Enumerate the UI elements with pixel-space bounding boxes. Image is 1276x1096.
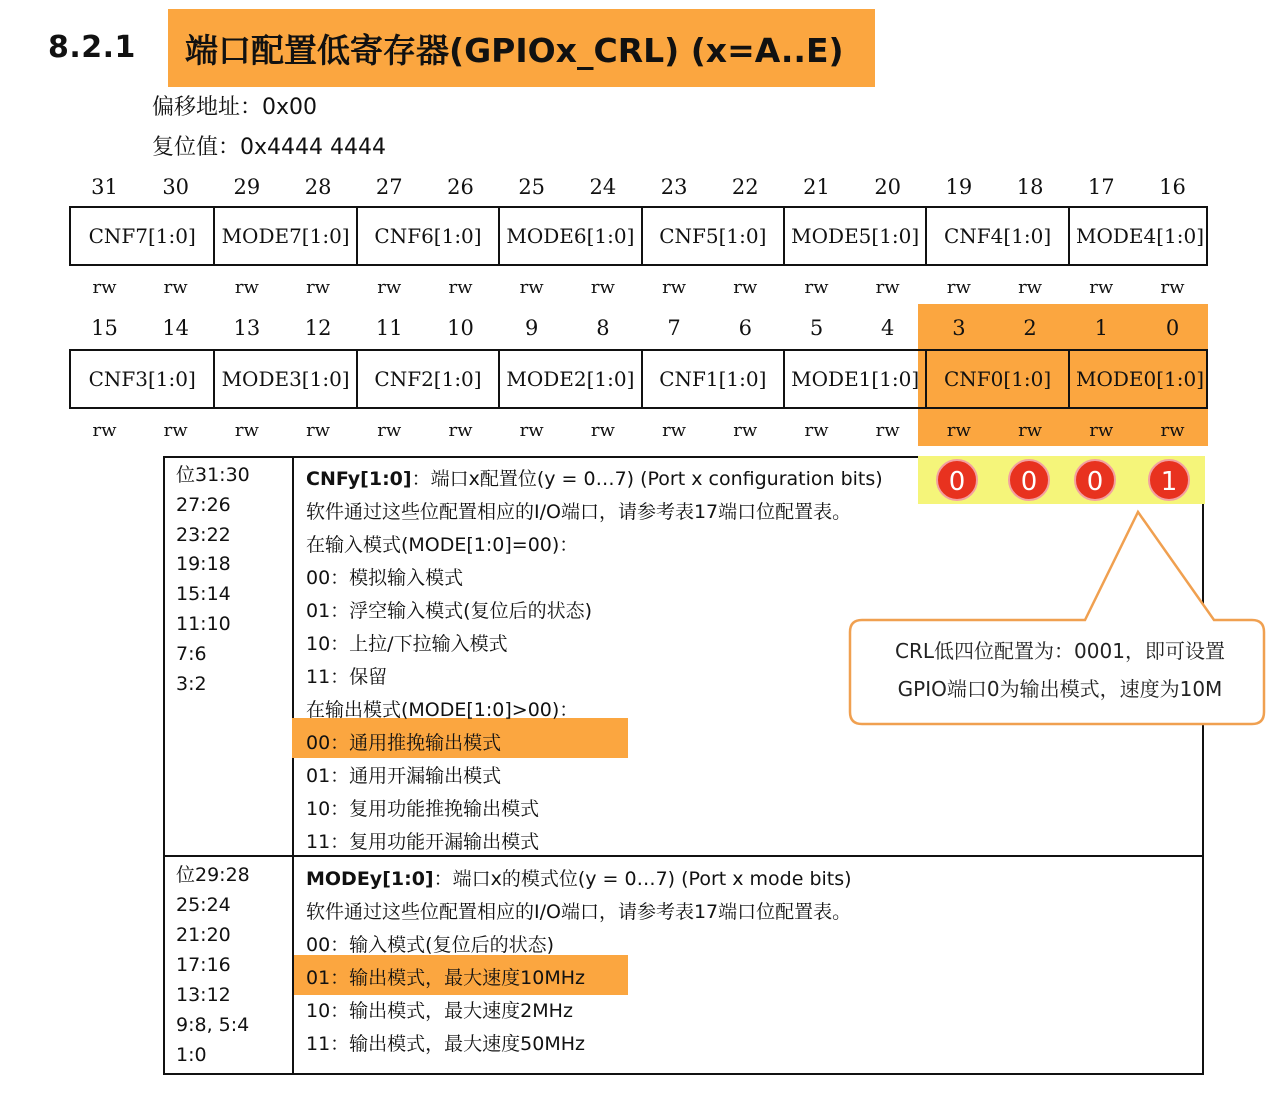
access-type: rw [306, 420, 331, 441]
access-type: rw [662, 420, 687, 441]
access-type: rw [804, 420, 829, 441]
section-number: 8.2.1 [48, 30, 136, 65]
bit-number: 17 [1087, 175, 1115, 199]
low-field: MODE3[1:0] [213, 351, 355, 407]
access-type: rw [733, 277, 758, 298]
bit-range: 21:20 [176, 924, 231, 946]
low-field: CNF0[1:0] [925, 351, 1067, 407]
bit-range: 9:8, 5:4 [176, 1014, 250, 1036]
bit-number: 20 [874, 175, 902, 199]
description-line: 00：模拟输入模式 [306, 567, 464, 589]
access-type: rw [1089, 420, 1114, 441]
description-line: 在输出模式(MODE[1:0]>00)： [306, 699, 579, 721]
high-field: MODE6[1:0] [498, 208, 640, 264]
bit-number: 12 [304, 316, 332, 340]
description-line: 软件通过这些位配置相应的I/O端口，请参考表17端口位配置表。 [306, 501, 852, 523]
description-line: 11：保留 [306, 666, 388, 688]
bit-number: 21 [803, 175, 830, 199]
description-line: 软件通过这些位配置相应的I/O端口，请参考表17端口位配置表。 [306, 901, 852, 923]
bit-number: 31 [91, 175, 118, 199]
access-type: rw [234, 420, 259, 441]
bit-range: 25:24 [176, 894, 231, 916]
bit-range: 位29:28 [176, 864, 250, 886]
bit-range: 7:6 [176, 642, 207, 665]
offset-address: 偏移地址：0x00 [152, 95, 318, 120]
bit-number: 2 [1023, 316, 1037, 340]
access-type: rw [306, 277, 331, 298]
bit-number: 11 [375, 316, 403, 340]
access-type: rw [590, 277, 615, 298]
bit-number: 4 [881, 316, 895, 340]
low-field: MODE1[1:0] [783, 351, 925, 407]
bit-value-1: 0 [1074, 459, 1116, 501]
bit-number: 26 [447, 175, 474, 199]
bit-number: 14 [162, 316, 190, 340]
access-type: rw [92, 277, 117, 298]
access-type: rw [804, 277, 829, 298]
bit-value-2: 0 [1008, 459, 1050, 501]
access-type: rw [1160, 420, 1185, 441]
low-field: MODE2[1:0] [498, 351, 640, 407]
callout-text [860, 632, 1260, 708]
bit-number: 16 [1159, 175, 1186, 199]
description-line: 01：浮空输入模式(复位后的状态) [306, 600, 593, 622]
bit-number: 5 [809, 316, 824, 340]
low-field: CNF3[1:0] [88, 367, 196, 391]
bit-number: 6 [738, 316, 752, 340]
bit-number: 23 [660, 175, 688, 199]
access-type: rw [1160, 277, 1185, 298]
access-type: rw [875, 420, 900, 441]
bit-number: 29 [233, 175, 261, 199]
access-type: rw [448, 277, 473, 298]
description-line: 10：上拉/下拉输入模式 [306, 633, 508, 655]
bit-number: 3 [952, 316, 966, 340]
bit-number: 15 [91, 316, 118, 340]
access-type: rw [662, 277, 687, 298]
description-line: 00：通用推挽输出模式 [306, 732, 502, 754]
high-field: MODE4[1:0] [1068, 208, 1210, 264]
bit-range: 3:2 [176, 672, 207, 695]
bit-range: 19:18 [176, 553, 231, 576]
bit-range: 13:12 [176, 984, 231, 1006]
access-type: rw [377, 420, 402, 441]
bit-number: 0 [1165, 316, 1180, 340]
access-type: rw [163, 420, 188, 441]
cnf-heading: CNFy[1:0]：端口x配置位(y = 0…7) (Port x configuration bits) [306, 468, 883, 490]
access-type: rw [519, 277, 544, 298]
bit-number: 7 [667, 316, 681, 340]
bit-number: 27 [375, 175, 403, 199]
description-line: 11：输出模式，最大速度50MHz [306, 1033, 586, 1055]
high-field: MODE7[1:0] [213, 208, 355, 264]
access-type: rw [875, 277, 900, 298]
high-field: CNF6[1:0] [356, 208, 498, 264]
access-type: rw [377, 277, 402, 298]
low-field: CNF1[1:0] [641, 351, 783, 407]
bit-number: 10 [447, 316, 474, 340]
reset-value: 复位值：0x4444 4444 [152, 135, 386, 160]
bit-number: 22 [731, 175, 759, 199]
bit-value-0: 1 [1148, 459, 1190, 501]
access-type: rw [1089, 277, 1114, 298]
low-field: CNF2[1:0] [356, 351, 498, 407]
description-line: 在输入模式(MODE[1:0]=00)： [306, 534, 579, 556]
bit-number: 24 [589, 175, 617, 199]
access-type: rw [946, 277, 971, 298]
bit-number: 1 [1094, 316, 1108, 340]
description-line: 01：通用开漏输出模式 [306, 765, 502, 787]
register-title: 端口配置低寄存器(GPIOx_CRL) (x=A..E) [185, 31, 844, 70]
high-field: CNF4[1:0] [925, 208, 1067, 264]
high-field: CNF5[1:0] [641, 208, 783, 264]
bit-number: 28 [304, 175, 332, 199]
description-line: 11：复用功能开漏输出模式 [306, 831, 540, 853]
high-field: CNF7[1:0] [88, 224, 196, 248]
mode-heading: MODEy[1:0]：端口x的模式位(y = 0…7) (Port x mode bits) [306, 868, 852, 890]
callout-line-2: GPIO端口0为输出模式，速度为10M [897, 677, 1223, 701]
bit-number: 8 [596, 316, 610, 340]
access-type: rw [1018, 420, 1043, 441]
access-type: rw [92, 420, 117, 441]
bit-range: 17:16 [176, 954, 231, 976]
bit-range: 23:22 [176, 523, 231, 546]
bit-range: 27:26 [176, 493, 231, 516]
description-line: 00：输入模式(复位后的状态) [306, 934, 555, 956]
access-type: rw [1018, 277, 1043, 298]
bit-number: 19 [945, 175, 973, 199]
access-type: rw [733, 420, 758, 441]
access-type: rw [519, 420, 544, 441]
description-line: 10：输出模式，最大速度2MHz [306, 1000, 573, 1022]
bit-number: 13 [233, 316, 261, 340]
bit-number: 18 [1016, 175, 1044, 199]
access-type: rw [946, 420, 971, 441]
access-type: rw [234, 277, 259, 298]
bit-range: 11:10 [176, 613, 231, 635]
high-field: MODE5[1:0] [783, 208, 925, 264]
bit-range: 15:14 [176, 583, 231, 606]
callout-line-1: CRL低四位配置为：0001，即可设置 [895, 639, 1225, 663]
access-type: rw [590, 420, 615, 441]
low-field: MODE0[1:0] [1068, 351, 1210, 407]
description-line: 10：复用功能推挽输出模式 [306, 798, 540, 820]
bit-range: 1:0 [176, 1044, 207, 1066]
bit-range: 位31:30 [176, 464, 250, 486]
bit-number: 9 [525, 316, 539, 340]
bit-number: 25 [518, 175, 546, 199]
description-line: 01：输出模式，最大速度10MHz [306, 967, 586, 989]
bit-number: 30 [162, 175, 190, 199]
access-type: rw [448, 420, 473, 441]
bit-value-3: 0 [936, 459, 978, 501]
access-type: rw [163, 277, 188, 298]
